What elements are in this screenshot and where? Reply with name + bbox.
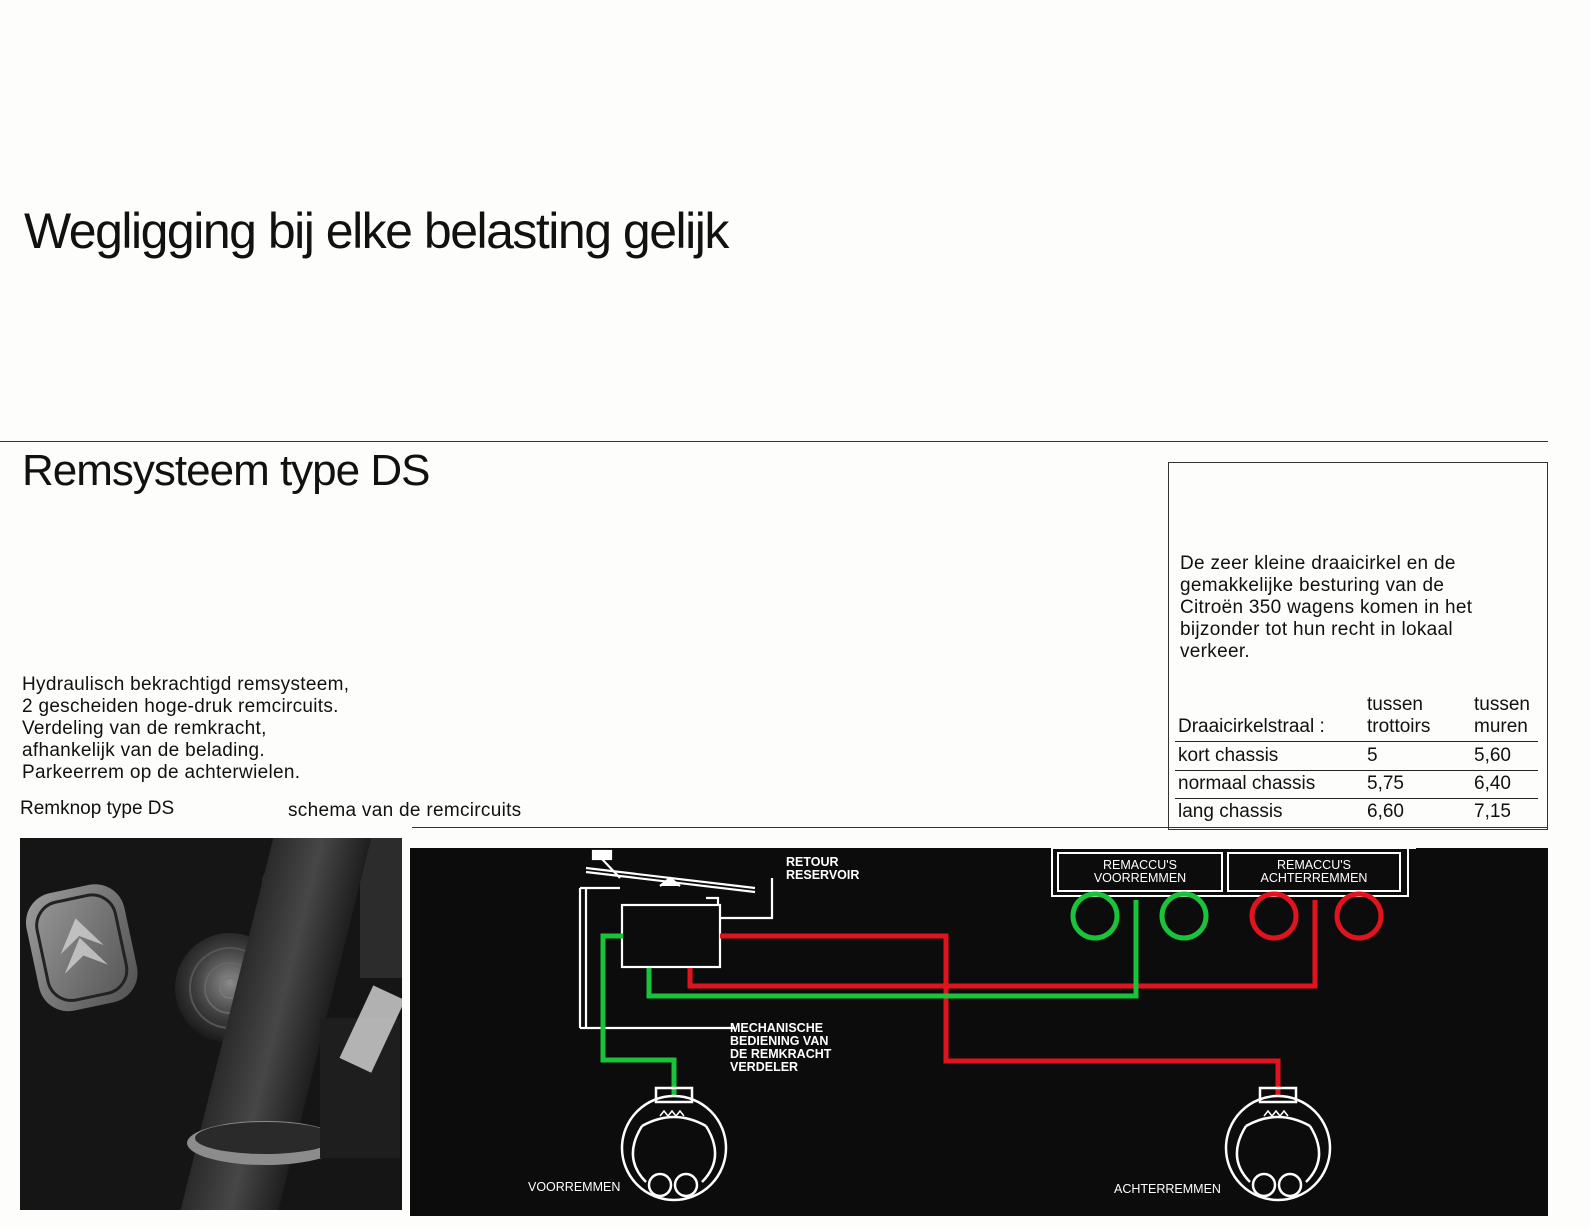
intro-line: Hydraulisch bekrachtigd remsysteem, bbox=[22, 674, 350, 695]
info-line: Citroën 350 wagens komen in het bbox=[1180, 597, 1473, 618]
section-title: Remsysteem type DS bbox=[22, 446, 430, 495]
photo-caption: Remknop type DS bbox=[20, 798, 175, 819]
table-row-label: normaal chassis bbox=[1178, 773, 1316, 794]
col-header-trottoirs-top: tussen bbox=[1367, 694, 1423, 715]
label-reservoir: RESERVOIR bbox=[786, 868, 860, 882]
brake-circuit-schema bbox=[410, 848, 1548, 1216]
table-cell: 5,75 bbox=[1367, 773, 1404, 794]
section-divider-bottom bbox=[412, 827, 1548, 828]
col-header-muren-bottom: muren bbox=[1474, 716, 1528, 737]
table-rule bbox=[1175, 798, 1538, 799]
table-rule bbox=[1175, 741, 1538, 742]
intro-line: Verdeling van de remkracht, bbox=[22, 718, 267, 739]
label-voorremmen: VOORREMMEN bbox=[1093, 871, 1187, 885]
table-cell: 6,40 bbox=[1474, 773, 1511, 794]
brake-circuit-drawing bbox=[410, 848, 1548, 1216]
brake-button-photo-drawing bbox=[20, 838, 402, 1210]
label-rear-brakes: ACHTERREMMEN bbox=[1114, 1182, 1221, 1196]
label-remkracht: DE REMKRACHT bbox=[730, 1047, 832, 1061]
label-mechanische: MECHANISCHE bbox=[730, 1021, 824, 1035]
info-line: verkeer. bbox=[1180, 641, 1250, 662]
table-row-label: kort chassis bbox=[1178, 745, 1279, 766]
intro-line: afhankelijk van de belading. bbox=[22, 740, 265, 761]
table-row-label: lang chassis bbox=[1178, 801, 1283, 822]
intro-line: 2 gescheiden hoge-druk remcircuits. bbox=[22, 696, 339, 717]
label-front-brakes: VOORREMMEN bbox=[528, 1180, 621, 1194]
label-remaccu-front: REMACCU'S bbox=[1103, 858, 1177, 872]
label-achterremmen: ACHTERREMMEN bbox=[1260, 871, 1368, 885]
intro-text bbox=[22, 674, 349, 784]
info-line: bijzonder tot hun recht in lokaal bbox=[1180, 619, 1453, 640]
intro-line: Parkeerrem op de achterwielen. bbox=[22, 762, 301, 783]
table-cell: 6,60 bbox=[1367, 801, 1404, 822]
col-header-muren-top: tussen bbox=[1474, 694, 1530, 715]
schema-caption: schema van de remcircuits bbox=[288, 800, 522, 821]
info-line: De zeer kleine draaicirkel en de bbox=[1180, 553, 1456, 574]
table-cell: 7,15 bbox=[1474, 801, 1511, 822]
brake-button-photo bbox=[20, 838, 402, 1210]
row-header: Draaicirkelstraal : bbox=[1178, 716, 1325, 737]
label-retour: RETOUR bbox=[786, 855, 839, 869]
label-remaccu-rear: REMACCU'S bbox=[1277, 858, 1351, 872]
section-divider bbox=[0, 441, 1548, 442]
brake-distributor-box bbox=[622, 905, 720, 967]
turning-circle-text bbox=[1180, 553, 1540, 663]
col-header-trottoirs-bottom: trottoirs bbox=[1367, 716, 1431, 737]
table-cell: 5,60 bbox=[1474, 745, 1511, 766]
brake-pedal-icon bbox=[593, 851, 611, 859]
table-rule bbox=[1175, 770, 1538, 771]
info-line: gemakkelijke besturing van de bbox=[1180, 575, 1445, 596]
label-bediening: BEDIENING VAN bbox=[730, 1034, 829, 1048]
label-verdeler: VERDELER bbox=[730, 1060, 799, 1074]
table-cell: 5 bbox=[1367, 745, 1378, 766]
headline: Wegligging bij elke belasting gelijk bbox=[24, 203, 728, 259]
